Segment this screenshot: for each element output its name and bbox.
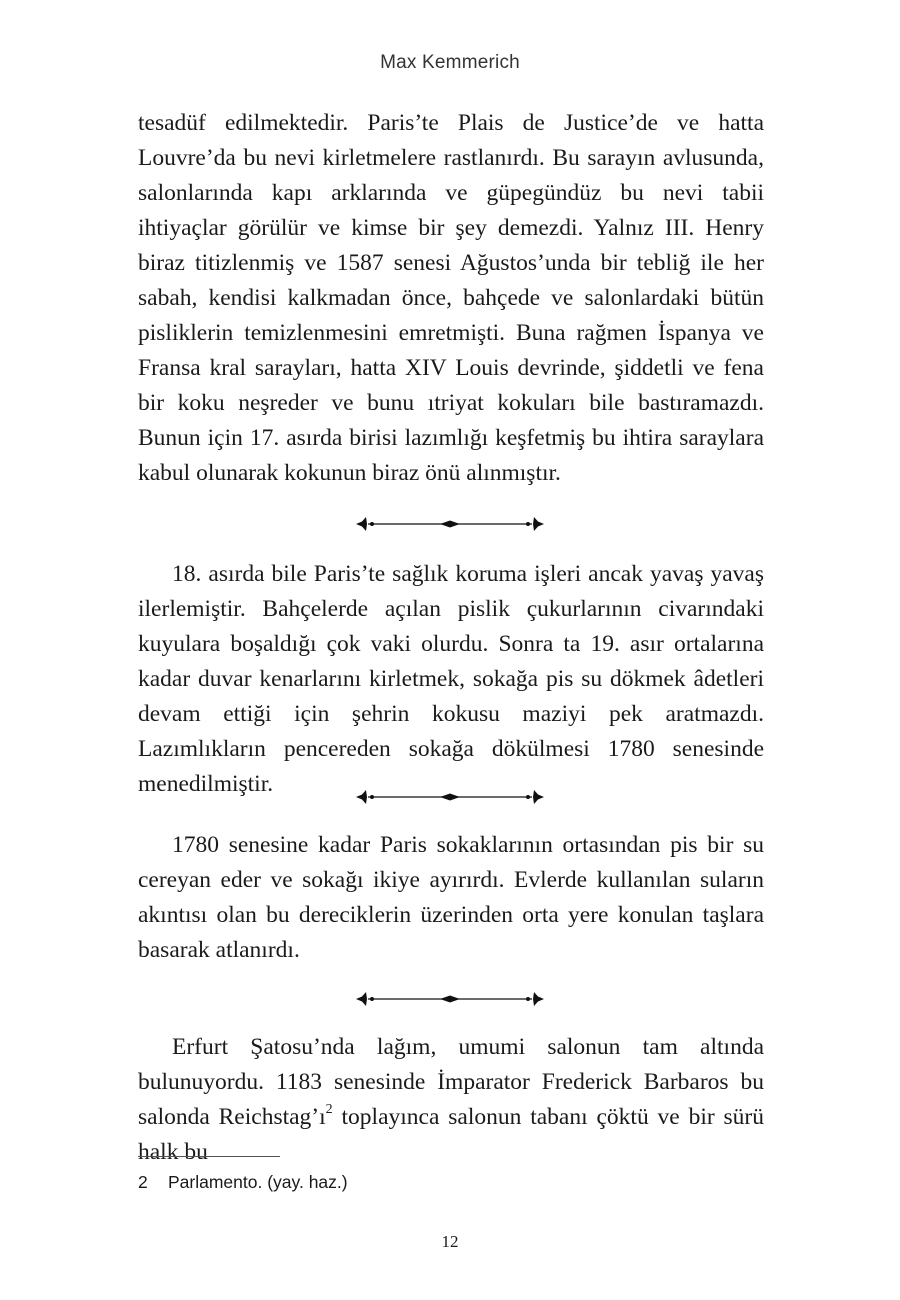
footnote-reference[interactable]: 2: [325, 1102, 333, 1118]
section-divider-ornament: [354, 989, 546, 1009]
page-number: 12: [441, 1232, 459, 1251]
paragraph-text-before-note: Erfurt Şatosu’nda lağım, umumi salonun tam altında bulunuyordu. 1183 senesinde İmparator Frederick Barbaros bu salonda Reichstag’ı: [138, 1034, 764, 1130]
footnote-separator: [138, 1156, 280, 1157]
body-paragraph: [138, 1030, 764, 1170]
footnote: [138, 1172, 348, 1193]
section-divider-ornament: [354, 787, 546, 807]
body-paragraph: [138, 106, 764, 491]
body-paragraph: [138, 828, 764, 968]
body-paragraph: [138, 557, 764, 802]
running-header: Max Kemmerich: [380, 52, 520, 73]
paragraph-text: 1780 senesine kadar Paris sokaklarının ortasından pis bir su cereyan eder ve sokağı ikiye ayırırdı. Evlerde kullanılan suların akıntısı olan bu dereciklerin üzerinden orta yere konulan taşlara basarak atlanırdı.: [138, 832, 764, 963]
paragraph-text: tesadüf edilmektedir. Paris’te Plais de Justice’de ve hatta Louvre’da bu nevi kirletmelere rastlanırdı. Bu sarayın avlusunda, salonlarında kapı arklarında ve güpegündüz bu nevi tabii ihtiyaçlar görülür ve kimse bir şey demezdi. Yalnız III. Henry biraz titizlenmiş ve 1587 senesi Ağustos’unda bir tebliğ ile her sabah, kendisi kalkmadan önce, bahçede ve salonlardaki bütün pisliklerin temizlenmesini emretmişti. Buna rağmen İspanya ve Fransa kral sarayları, hatta XIV Louis devrinde, şiddetli ve fena bir koku neşreder ve bunu ıtriyat kokuları bile bastıramazdı. Bunun için 17. asırda birisi lazımlığı keşfetmiş bu ihtira saraylara kabul olunarak kokunun biraz önü alınmıştır.: [138, 110, 764, 486]
paragraph-text: [138, 1030, 764, 1170]
footnote-text: Parlamento. (yay. haz.): [168, 1172, 348, 1192]
paragraph-text: 18. asırda bile Paris’te sağlık koruma işleri ancak yavaş yavaş ilerlemiştir. Bahçelerde açılan pislik çukurlarının civarındaki kuyulara boşaldığı çok vaki olurdu. Sonra ta 19. asır ortalarına kadar duvar kenarlarını kirletmek, sokağa pis su dökmek âdetleri devam ettiği için şehrin kokusu maziyi pek aratmazdı. Lazımlıkların pencereden sokağa dökülmesi 1780 senesinde menedilmiştir.: [138, 561, 764, 797]
paragraph-text-after-note: toplayınca salonun tabanı çöktü ve bir sürü halk bu: [138, 1104, 765, 1165]
section-divider-ornament: [354, 514, 546, 534]
footnote-number: 2: [138, 1172, 148, 1192]
